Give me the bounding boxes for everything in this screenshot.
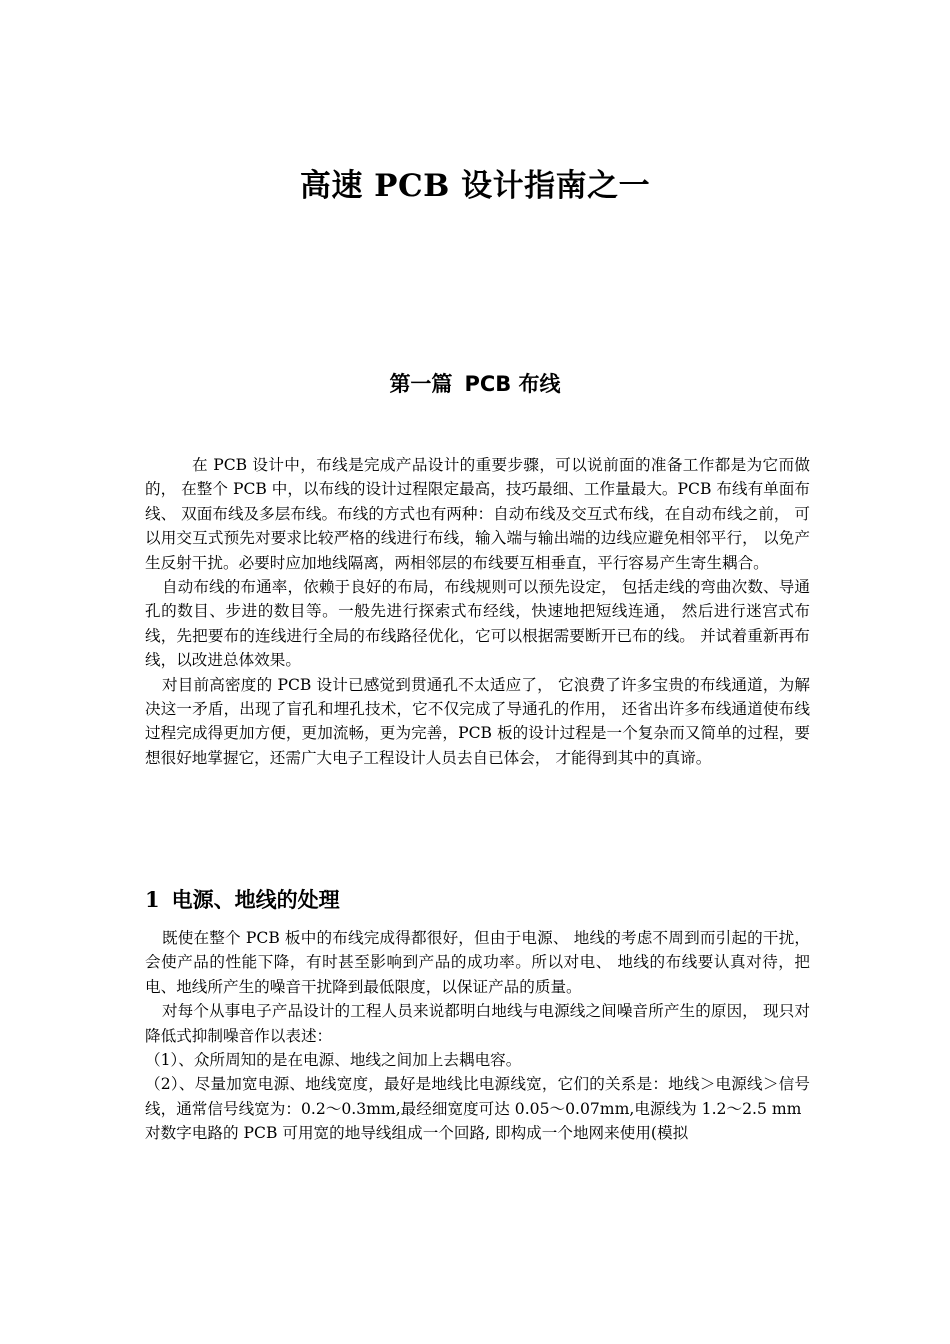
intro-text-block [145,453,810,770]
intro-paragraph-1: 在 PCB 设计中，布线是完成产品设计的重要步骤，可以说前面的准备工作都是为它而做的， 在整个 PCB 中，以布线的设计过程限定最高，技巧最细、工作量最大。PCB 布线有单面布线、 双面布线及多层布线。布线的方式也有两种：自动布线及交互式布线，在自动布线之前， 可以用交互式预先对要求比较严格的线进行布线，输入端与输出端的边线应避免相邻平行， 以免产生反射干扰。必要时应加地线隔离，两相邻层的布线要互相垂直，平行容易产生寄生耦合。 [145,456,810,572]
section-paragraph-2: 对每个从事电子产品设计的工程人员来说都明白地线与电源线之间噪音所产生的原因， 现只对降低式抑制噪音作以表述： [145,1002,810,1045]
intro-paragraph-3: 对目前高密度的 PCB 设计已感觉到贯通孔不太适应了， 它浪费了许多宝贵的布线通道，为解决这一矛盾，出现了盲孔和埋孔技术，它不仅完成了导通孔的作用， 还省出许多布线通道使布线过程完成得更加方便，更加流畅，更为完善，PCB 板的设计过程是一个复杂而又简单的过程，要想很好地掌握它，还需广大电子工程设计人员去自已体会， 才能得到其中的真谛。 [145,675,810,767]
section-text-block [145,926,810,1146]
list-item-1: （1）、众所周知的是在电源、地线之间加上去耦电容。 [145,1051,522,1070]
section-paragraph-3: 对数字电路的 PCB 可用宽的地导线组成一个回路, 即构成一个地网来使用(模拟 [145,1124,689,1143]
section-title: 电源、地线的处理 [171,887,340,912]
section-paragraph-1: 既使在整个 PCB 板中的布线完成得都很好，但由于电源、 地线的考虑不周到而引起的干扰，会使产品的性能下降，有时甚至影响到产品的成功率。所以对电、 地线的布线要认真对待，把电、地线所产生的噪音干扰降到最低限度，以保证产品的质量。 [145,929,810,996]
document-title: 高速 PCB 设计指南之一 [299,168,651,204]
list-item-2: （2）、尽量加宽电源、地线宽度，最好是地线比电源线宽，它们的关系是：地线＞电源线＞信号线，通常信号线宽为：0.2～0.3mm,最经细宽度可达 0.05～0.07mm,电源线为 1.2～2.5 mm [145,1075,810,1118]
section-number: 1 [145,887,160,912]
intro-paragraph-2: 自动布线的布通率，依赖于良好的布局，布线规则可以预先设定， 包括走线的弯曲次数、导通孔的数目、步进的数目等。一般先进行探索式布经线，快速地把短线连通， 然后进行迷宫式布线，先把要布的连线进行全局的布线路径优化，它可以根据需要断开已布的线。 并试着重新再布线，以改进总体效果。 [145,578,810,670]
section-heading [145,884,340,914]
part-heading [0,368,950,398]
part-heading-prefix: 第一篇 [389,372,453,396]
part-heading-subject: PCB 布线 [464,372,561,396]
